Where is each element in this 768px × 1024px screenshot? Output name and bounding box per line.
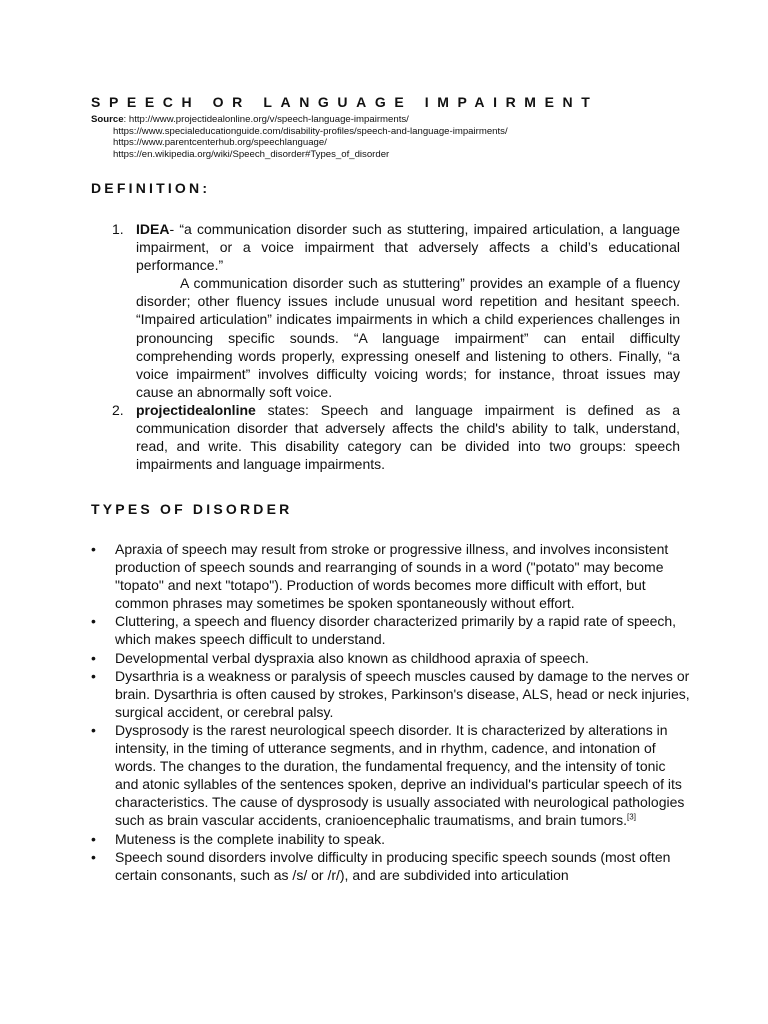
- citation-link[interactable]: [3]: [627, 812, 636, 822]
- bullet-icon: •: [91, 848, 96, 865]
- bullet-icon: •: [91, 830, 96, 847]
- definition-text: [136, 401, 680, 473]
- definition-body: - “a communication disorder such as stuttering, impaired articulation, a language impairment, or a voice impairment that adversely affects a child’s educational performance.”: [136, 221, 680, 274]
- definition-list: [112, 220, 680, 473]
- list-item: [91, 649, 691, 667]
- list-item-text: Cluttering, a speech and fluency disorder characterized primarily by a rapid rate of speech, which makes speech difficult to understand.: [115, 613, 677, 648]
- list-number: 1.: [112, 221, 124, 237]
- source-label: Source: [91, 114, 124, 125]
- list-item-text: Muteness is the complete inability to speak.: [115, 830, 386, 847]
- definition-lead: IDEA: [136, 221, 170, 237]
- list-item: [91, 721, 691, 830]
- definition-heading: DEFINITION:: [91, 180, 211, 196]
- list-item-text: Apraxia of speech may result from stroke or progressive illness, and involves inconsistent production of speech sounds and rearranging of sounds in a word ("potato" may become "topato" and next "totapo"). Production of words becomes more difficult with effort, but common phrases may sometimes be spoken spontaneously without effort.: [115, 541, 669, 612]
- source-link[interactable]: http://www.projectidealonline.org/v/speech-language-impairments/: [128, 114, 409, 125]
- list-item: [91, 540, 691, 612]
- list-item-text: Speech sound disorders involve difficulty in producing specific speech sounds (most often certain consonants, such as /s/ or /r/), and are subdivided into articulation: [115, 848, 671, 883]
- definition-continuation: A communication disorder such as stuttering” provides an example of a fluency disorder; other fluency issues include unusual word repetition and hesitant speech. “Impaired articulation” indicates impairments in which a child experiences challenges in pronouncing specific sounds. “A language impairment” can entail difficulty comprehending words properly, expressing oneself and listening to others. Finally, “a voice impairment” involves difficulty voicing words; for instance, throat issues may cause an abnormally soft voice.: [136, 275, 680, 400]
- definition-text: [136, 220, 680, 274]
- types-heading: TYPES OF DISORDER: [91, 501, 293, 517]
- definition-item: [112, 401, 680, 473]
- definition-body: states: Speech and language impairment is defined as a communication disorder that adversely affects the child's ability to talk, understand, read, and write. This disability category can be divided into two groups: speech impairments and language impairments.: [136, 401, 680, 473]
- list-item: [91, 830, 691, 848]
- bullet-icon: •: [91, 541, 96, 557]
- bullet-icon: •: [91, 667, 96, 684]
- list-item: [91, 848, 691, 884]
- source-line: Source: http://www.projectidealonline.org/v/speech-language-impairments/: [91, 114, 409, 125]
- source-block: [91, 114, 508, 160]
- source-link[interactable]: https://www.parentcenterhub.org/speechlanguage/: [113, 137, 327, 149]
- list-item: [91, 612, 691, 648]
- list-item: [91, 667, 691, 721]
- list-item-text: Dysarthria is a weakness or paralysis of speech muscles caused by damage to the nerves or brain. Dysarthria is often caused by strokes, Parkinson's disease, ALS, head or neck injuries, surgical accident, or cerebral palsy.: [115, 667, 690, 720]
- bullet-icon: •: [91, 649, 96, 666]
- source-link[interactable]: https://www.specialeducationguide.com/disability-profiles/speech-and-language-impairments/: [113, 125, 508, 137]
- source-link[interactable]: https://en.wikipedia.org/wiki/Speech_disorder#Types_of_disorder: [113, 148, 390, 160]
- definition-lead: projectidealonline: [136, 401, 256, 418]
- document-title: SPEECH OR LANGUAGE IMPAIRMENT: [91, 94, 599, 110]
- types-list: [91, 540, 691, 884]
- bullet-icon: •: [91, 721, 96, 738]
- definition-item: [112, 220, 680, 401]
- list-item-text: Developmental verbal dyspraxia also known as childhood apraxia of speech.: [115, 649, 589, 666]
- list-number: 2.: [112, 401, 124, 418]
- list-item-text: Dysprosody is the rarest neurological speech disorder. It is characterized by alterations in intensity, in the timing of utterance segments, and in rhythm, cadence, and intonation of words. The changes to the duration, the fundamental frequency, and the intensity of tonic and atonic syllables of the sentences spoken, deprive an individual's particular speech of its characteristics. The cause of dysprosody is usually associated with neurological pathologies such as brain vascular accidents, cranioencephalic traumatisms, and brain tumors.: [115, 721, 685, 829]
- bullet-icon: •: [91, 613, 96, 630]
